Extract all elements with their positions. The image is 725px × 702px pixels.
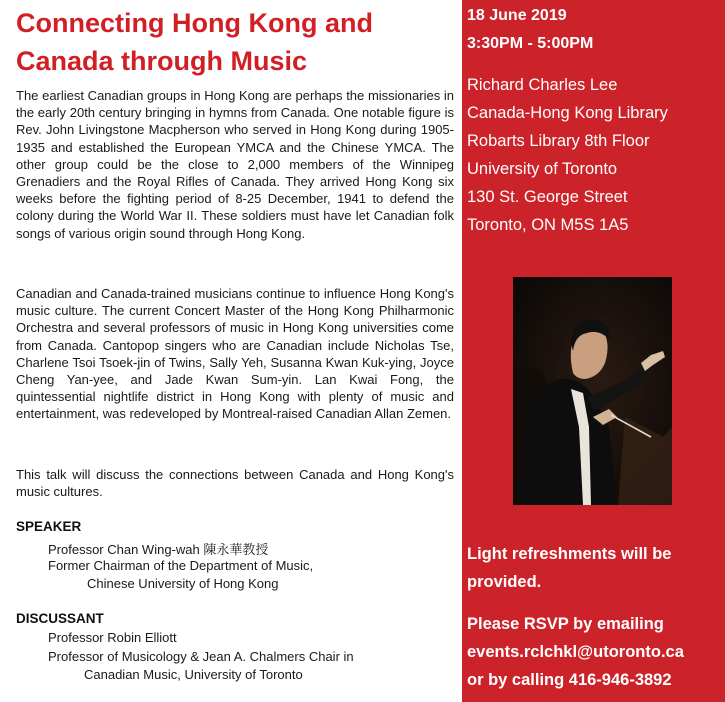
speaker-role-line-2: Chinese University of Hong Kong — [87, 576, 279, 591]
talk-paragraph: This talk will discuss the connections between Canada and Hong Kong's music cultures. — [16, 467, 454, 500]
discussant-heading: DISCUSSANT — [16, 611, 104, 626]
refreshments-line-2: provided. — [467, 573, 542, 591]
address-line-4: University of Toronto — [467, 160, 618, 178]
speaker-photo — [513, 277, 672, 505]
discussant-name: Professor Robin Elliott — [48, 630, 177, 645]
speaker-name: Professor Chan Wing-wah 陳永華教授 — [48, 542, 269, 557]
discussant-role-line-2: Canadian Music, University of Toronto — [84, 667, 303, 682]
address-line-3: Robarts Library 8th Floor — [467, 132, 650, 150]
address-line-1: Richard Charles Lee — [467, 76, 618, 94]
rsvp-line-1: Please RSVP by emailing — [467, 615, 664, 633]
speaker-heading: SPEAKER — [16, 519, 82, 534]
event-date: 18 June 2019 — [467, 7, 567, 24]
title-line-2: Canada through Music — [16, 46, 308, 76]
discussant-role-line-1: Professor of Musicology & Jean A. Chalmers Chair in — [48, 649, 354, 664]
rsvp-phone[interactable]: or by calling 416-946-3892 — [467, 671, 672, 689]
rsvp-email[interactable]: events.rclchkl@utoronto.ca — [467, 643, 684, 661]
address-line-2: Canada-Hong Kong Library — [467, 104, 668, 122]
intro-paragraph: The earliest Canadian groups in Hong Kong are perhaps the missionaries in the early 20th century bringing in hymns from Canada. One notable figure is Rev. John Livingstone Macpherson who served in Hong Kong during 1905-1935 and established the European YMCA and the Chinese YMCA. The other group could be the close to 2,000 members of the Winnipeg Grenadiers and the Royal Rifles of Canada. They arrived Hong Kong six weeks before the fighting period of 8-25 December, 1941 to defend the colony during the World War II. These soldiers must have let Canadian folk songs of various origin sound through Hong Kong. — [16, 88, 454, 241]
event-time: 3:30PM - 5:00PM — [467, 35, 594, 52]
page-title — [16, 4, 456, 80]
address-line-5: 130 St. George Street — [467, 188, 628, 206]
address-line-6: Toronto, ON M5S 1A5 — [467, 216, 629, 234]
title-line-1: Connecting Hong Kong and — [16, 8, 373, 38]
musicians-paragraph: Canadian and Canada-trained musicians continue to influence Hong Kong's music culture. The current Concert Master of the Hong Kong Philharmonic Orchestra and several professors of music in Hong Kong universities come from Canada. Cantopop singers who are Canadian include Nicholas Tse, Charlene Tsoi Tsoek-jin of Twins, Sally Yeh, Susanna Kwan Kuk-ying, Joyce Cheng Yan-yee, and Jade Kwan Sum-yin. Lan Kwai Fong, the quintessential nightlife district in Hong Kong with plenty of music and entertainment, was redeveloped by Montreal-raised Canadian Allan Zemen. — [16, 286, 454, 422]
speaker-role-line-1: Former Chairman of the Department of Music, — [48, 558, 314, 573]
refreshments-line-1: Light refreshments will be — [467, 545, 672, 563]
